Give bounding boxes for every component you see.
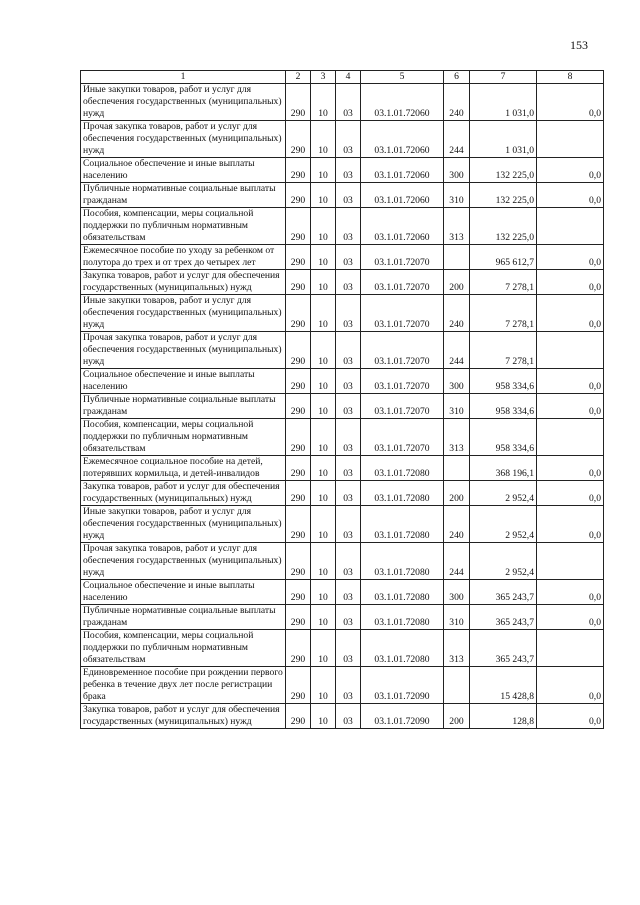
row-code-cell: 290: [286, 605, 311, 630]
row-subsection-cell: 03: [336, 456, 361, 481]
table-row: [81, 630, 604, 667]
row-section-cell: 10: [311, 208, 336, 245]
row-expense-type-cell: 240: [444, 295, 470, 332]
row-name-cell: Социальное обеспечение и иные выплаты населению: [81, 580, 286, 605]
row-code-cell: 290: [286, 580, 311, 605]
row-target-article-cell: 03.1.01.72070: [361, 295, 444, 332]
row-amount-cell: 1 031,0: [470, 84, 537, 121]
row-name-cell: Ежемесячное социальное пособие на детей, потерявших кормильца, и детей-инвалидов: [81, 456, 286, 481]
row-amount-cell: 7 278,1: [470, 270, 537, 295]
table-row: [81, 208, 604, 245]
header-cell-8: 8: [537, 71, 604, 84]
row-code-cell: 290: [286, 394, 311, 419]
row-name-cell: Пособия, компенсации, меры социальной поддержки по публичным нормативным обязательствам: [81, 419, 286, 456]
row-amount-2-cell: 0,0: [537, 456, 604, 481]
row-target-article-cell: 03.1.01.72060: [361, 121, 444, 158]
row-amount-2-cell: [537, 419, 604, 456]
table-row: [81, 158, 604, 183]
row-subsection-cell: 03: [336, 332, 361, 369]
table-row: [81, 121, 604, 158]
table-row: [81, 369, 604, 394]
row-amount-2-cell: 0,0: [537, 158, 604, 183]
row-target-article-cell: 03.1.01.72080: [361, 481, 444, 506]
row-target-article-cell: 03.1.01.72080: [361, 506, 444, 543]
row-amount-2-cell: 0,0: [537, 605, 604, 630]
row-section-cell: 10: [311, 369, 336, 394]
row-amount-cell: 132 225,0: [470, 158, 537, 183]
row-amount-2-cell: 0,0: [537, 270, 604, 295]
row-amount-cell: 2 952,4: [470, 481, 537, 506]
row-target-article-cell: 03.1.01.72080: [361, 605, 444, 630]
row-section-cell: 10: [311, 456, 336, 481]
row-amount-cell: 965 612,7: [470, 245, 537, 270]
row-expense-type-cell: 300: [444, 580, 470, 605]
row-expense-type-cell: [444, 456, 470, 481]
row-section-cell: 10: [311, 506, 336, 543]
row-target-article-cell: 03.1.01.72070: [361, 369, 444, 394]
row-name-cell: Иные закупки товаров, работ и услуг для обеспечения государственных (муниципальных) нужд: [81, 295, 286, 332]
row-code-cell: 290: [286, 481, 311, 506]
row-subsection-cell: 03: [336, 369, 361, 394]
table-row: [81, 245, 604, 270]
row-target-article-cell: 03.1.01.72080: [361, 543, 444, 580]
row-name-cell: Иные закупки товаров, работ и услуг для обеспечения государственных (муниципальных) нужд: [81, 84, 286, 121]
row-name-cell: Социальное обеспечение и иные выплаты населению: [81, 369, 286, 394]
row-amount-cell: 365 243,7: [470, 630, 537, 667]
row-code-cell: 290: [286, 667, 311, 704]
row-amount-cell: 15 428,8: [470, 667, 537, 704]
row-target-article-cell: 03.1.01.72060: [361, 84, 444, 121]
row-amount-2-cell: [537, 121, 604, 158]
row-subsection-cell: 03: [336, 419, 361, 456]
row-name-cell: Прочая закупка товаров, работ и услуг для обеспечения государственных (муниципальных) нужд: [81, 332, 286, 369]
header-cell-4: 4: [336, 71, 361, 84]
row-code-cell: 290: [286, 84, 311, 121]
header-row: [81, 71, 604, 84]
row-code-cell: 290: [286, 270, 311, 295]
row-code-cell: 290: [286, 506, 311, 543]
row-section-cell: 10: [311, 580, 336, 605]
row-code-cell: 290: [286, 704, 311, 729]
header-cell-7: 7: [470, 71, 537, 84]
table-row: [81, 481, 604, 506]
page-number: 153: [570, 38, 588, 52]
row-section-cell: 10: [311, 332, 336, 369]
row-subsection-cell: 03: [336, 158, 361, 183]
row-amount-cell: 368 196,1: [470, 456, 537, 481]
row-name-cell: Закупка товаров, работ и услуг для обеспечения государственных (муниципальных) нужд: [81, 481, 286, 506]
row-expense-type-cell: [444, 667, 470, 704]
header-cell-3: 3: [311, 71, 336, 84]
row-target-article-cell: 03.1.01.72090: [361, 667, 444, 704]
row-expense-type-cell: 244: [444, 543, 470, 580]
table-row: [81, 506, 604, 543]
header-cell-2: 2: [286, 71, 311, 84]
row-subsection-cell: 03: [336, 208, 361, 245]
row-target-article-cell: 03.1.01.72080: [361, 456, 444, 481]
row-amount-cell: 132 225,0: [470, 183, 537, 208]
row-section-cell: 10: [311, 605, 336, 630]
row-amount-cell: 2 952,4: [470, 506, 537, 543]
row-amount-2-cell: 0,0: [537, 667, 604, 704]
table-row: [81, 270, 604, 295]
row-subsection-cell: 03: [336, 121, 361, 158]
row-subsection-cell: 03: [336, 543, 361, 580]
header-cell-1: 1: [81, 71, 286, 84]
row-section-cell: 10: [311, 667, 336, 704]
row-code-cell: 290: [286, 456, 311, 481]
row-amount-2-cell: [537, 332, 604, 369]
row-section-cell: 10: [311, 270, 336, 295]
row-expense-type-cell: 240: [444, 84, 470, 121]
row-name-cell: Прочая закупка товаров, работ и услуг для обеспечения государственных (муниципальных) нужд: [81, 543, 286, 580]
row-expense-type-cell: 310: [444, 183, 470, 208]
table-row: [81, 667, 604, 704]
row-expense-type-cell: 313: [444, 630, 470, 667]
row-subsection-cell: 03: [336, 183, 361, 208]
row-target-article-cell: 03.1.01.72060: [361, 208, 444, 245]
row-subsection-cell: 03: [336, 270, 361, 295]
row-expense-type-cell: 200: [444, 704, 470, 729]
row-expense-type-cell: 240: [444, 506, 470, 543]
row-subsection-cell: 03: [336, 605, 361, 630]
table-row: [81, 295, 604, 332]
row-subsection-cell: 03: [336, 704, 361, 729]
table-row: [81, 605, 604, 630]
table-row: [81, 332, 604, 369]
row-code-cell: 290: [286, 245, 311, 270]
row-amount-2-cell: [537, 543, 604, 580]
row-name-cell: Прочая закупка товаров, работ и услуг для обеспечения государственных (муниципальных) нужд: [81, 121, 286, 158]
table-row: [81, 183, 604, 208]
row-code-cell: 290: [286, 543, 311, 580]
row-target-article-cell: 03.1.01.72060: [361, 183, 444, 208]
table-row: [81, 543, 604, 580]
row-target-article-cell: 03.1.01.72090: [361, 704, 444, 729]
table-row: [81, 419, 604, 456]
row-target-article-cell: 03.1.01.72070: [361, 394, 444, 419]
row-code-cell: 290: [286, 183, 311, 208]
row-code-cell: 290: [286, 121, 311, 158]
row-name-cell: Пособия, компенсации, меры социальной поддержки по публичным нормативным обязательствам: [81, 208, 286, 245]
row-expense-type-cell: 300: [444, 158, 470, 183]
row-amount-2-cell: 0,0: [537, 580, 604, 605]
row-subsection-cell: 03: [336, 667, 361, 704]
row-section-cell: 10: [311, 183, 336, 208]
row-section-cell: 10: [311, 158, 336, 183]
row-target-article-cell: 03.1.01.72070: [361, 332, 444, 369]
table-row: [81, 456, 604, 481]
row-subsection-cell: 03: [336, 506, 361, 543]
row-section-cell: 10: [311, 121, 336, 158]
row-amount-2-cell: 0,0: [537, 245, 604, 270]
row-amount-2-cell: 0,0: [537, 481, 604, 506]
row-name-cell: Иные закупки товаров, работ и услуг для обеспечения государственных (муниципальных) нужд: [81, 506, 286, 543]
row-amount-2-cell: 0,0: [537, 84, 604, 121]
row-amount-cell: 958 334,6: [470, 394, 537, 419]
row-amount-cell: 7 278,1: [470, 332, 537, 369]
header-cell-6: 6: [444, 71, 470, 84]
row-amount-cell: 2 952,4: [470, 543, 537, 580]
header-cell-5: 5: [361, 71, 444, 84]
row-subsection-cell: 03: [336, 295, 361, 332]
row-subsection-cell: 03: [336, 245, 361, 270]
row-section-cell: 10: [311, 394, 336, 419]
row-amount-cell: 958 334,6: [470, 369, 537, 394]
row-subsection-cell: 03: [336, 394, 361, 419]
row-section-cell: 10: [311, 481, 336, 506]
row-target-article-cell: 03.1.01.72080: [361, 580, 444, 605]
row-section-cell: 10: [311, 419, 336, 456]
row-code-cell: 290: [286, 332, 311, 369]
row-section-cell: 10: [311, 704, 336, 729]
row-expense-type-cell: 244: [444, 121, 470, 158]
row-section-cell: 10: [311, 543, 336, 580]
row-subsection-cell: 03: [336, 580, 361, 605]
budget-table: [80, 70, 604, 729]
row-subsection-cell: 03: [336, 481, 361, 506]
row-target-article-cell: 03.1.01.72070: [361, 245, 444, 270]
row-target-article-cell: 03.1.01.72080: [361, 630, 444, 667]
row-target-article-cell: 03.1.01.72070: [361, 419, 444, 456]
row-amount-2-cell: 0,0: [537, 704, 604, 729]
row-amount-2-cell: 0,0: [537, 506, 604, 543]
table-row: [81, 580, 604, 605]
row-name-cell: Публичные нормативные социальные выплаты гражданам: [81, 394, 286, 419]
row-subsection-cell: 03: [336, 630, 361, 667]
row-expense-type-cell: 200: [444, 481, 470, 506]
table-row: [81, 704, 604, 729]
row-name-cell: Социальное обеспечение и иные выплаты населению: [81, 158, 286, 183]
row-amount-2-cell: [537, 208, 604, 245]
row-expense-type-cell: 310: [444, 605, 470, 630]
row-amount-cell: 132 225,0: [470, 208, 537, 245]
row-expense-type-cell: 310: [444, 394, 470, 419]
row-amount-cell: 365 243,7: [470, 605, 537, 630]
row-code-cell: 290: [286, 208, 311, 245]
table-body: [81, 84, 604, 729]
row-code-cell: 290: [286, 369, 311, 394]
row-expense-type-cell: [444, 245, 470, 270]
row-section-cell: 10: [311, 295, 336, 332]
row-expense-type-cell: 300: [444, 369, 470, 394]
row-target-article-cell: 03.1.01.72070: [361, 270, 444, 295]
row-code-cell: 290: [286, 295, 311, 332]
row-code-cell: 290: [286, 419, 311, 456]
row-amount-cell: 128,8: [470, 704, 537, 729]
row-section-cell: 10: [311, 630, 336, 667]
row-expense-type-cell: 244: [444, 332, 470, 369]
row-amount-2-cell: [537, 630, 604, 667]
row-target-article-cell: 03.1.01.72060: [361, 158, 444, 183]
row-amount-cell: 365 243,7: [470, 580, 537, 605]
row-amount-2-cell: 0,0: [537, 183, 604, 208]
row-amount-cell: 958 334,6: [470, 419, 537, 456]
table-row: [81, 84, 604, 121]
row-subsection-cell: 03: [336, 84, 361, 121]
row-expense-type-cell: 313: [444, 419, 470, 456]
row-section-cell: 10: [311, 245, 336, 270]
row-name-cell: Закупка товаров, работ и услуг для обеспечения государственных (муниципальных) нужд: [81, 704, 286, 729]
row-name-cell: Единовременное пособие при рождении первого ребенка в течение двух лет после регистрации брака: [81, 667, 286, 704]
row-code-cell: 290: [286, 158, 311, 183]
row-expense-type-cell: 200: [444, 270, 470, 295]
row-name-cell: Публичные нормативные социальные выплаты гражданам: [81, 183, 286, 208]
row-amount-2-cell: 0,0: [537, 295, 604, 332]
table-row: [81, 394, 604, 419]
row-amount-cell: 7 278,1: [470, 295, 537, 332]
row-amount-cell: 1 031,0: [470, 121, 537, 158]
row-code-cell: 290: [286, 630, 311, 667]
row-name-cell: Ежемесячное пособие по уходу за ребенком от полутора до трех и от трех до четырех лет: [81, 245, 286, 270]
row-amount-2-cell: 0,0: [537, 394, 604, 419]
row-expense-type-cell: 313: [444, 208, 470, 245]
row-amount-2-cell: 0,0: [537, 369, 604, 394]
row-section-cell: 10: [311, 84, 336, 121]
row-name-cell: Пособия, компенсации, меры социальной поддержки по публичным нормативным обязательствам: [81, 630, 286, 667]
row-name-cell: Закупка товаров, работ и услуг для обеспечения государственных (муниципальных) нужд: [81, 270, 286, 295]
row-name-cell: Публичные нормативные социальные выплаты гражданам: [81, 605, 286, 630]
